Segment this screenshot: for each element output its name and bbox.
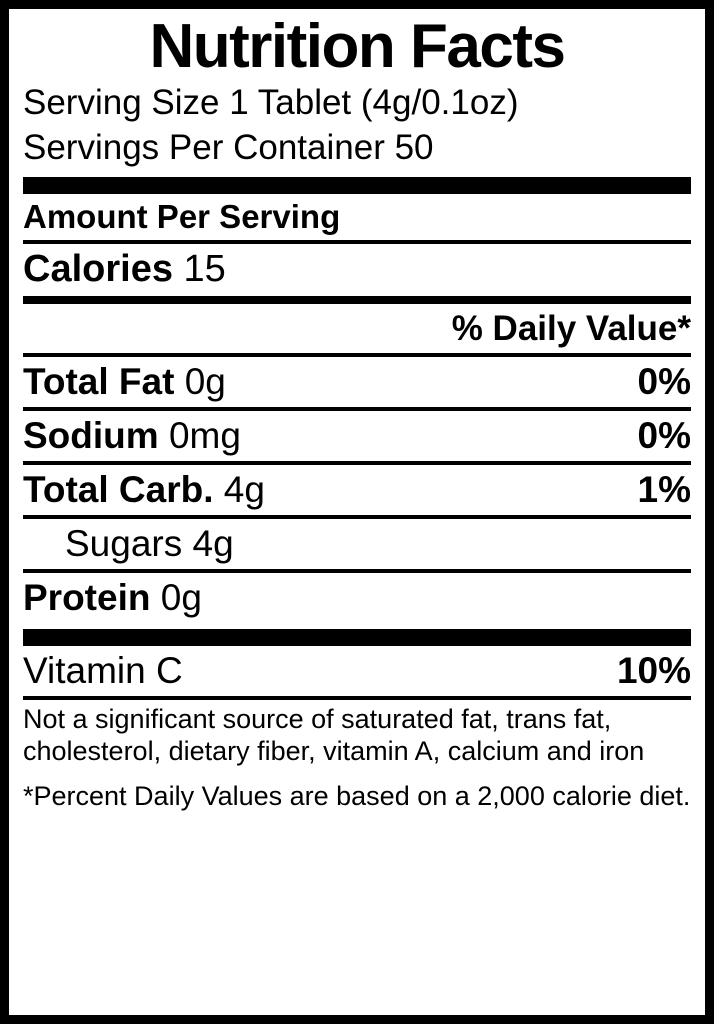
nutrient-name-amount — [23, 577, 202, 619]
nutrient-daily-value: 0% — [637, 361, 691, 403]
nutrient-daily-value: 0% — [637, 415, 691, 457]
servings-per-container-text: Servings Per Container 50 — [23, 128, 434, 168]
vitamin-daily-value: 10% — [616, 650, 691, 692]
nutrient-name: Sodium — [23, 415, 159, 457]
nutrient-name-amount — [23, 469, 265, 511]
daily-value-header: % Daily Value* — [451, 309, 691, 349]
nutrient-amount: 0g — [160, 577, 202, 619]
calories-row — [23, 244, 691, 296]
divider-med-1 — [23, 296, 691, 304]
nutrient-name: Sugars — [65, 523, 183, 565]
nutrient-row-total-fat — [23, 357, 691, 407]
divider-thick-top — [23, 177, 691, 194]
footnote-line-1: Not a significant source of saturated fat, trans fat, — [23, 704, 612, 735]
nutrient-row-sodium — [23, 411, 691, 461]
footnote-block — [23, 700, 691, 812]
footnote-daily-value-note: *Percent Daily Values are based on a 2,000 calorie diet. — [23, 780, 691, 811]
calories-value: 15 — [183, 248, 226, 291]
page-title: Nutrition Facts — [149, 12, 565, 81]
nutrient-name: Total Fat — [23, 361, 175, 403]
footnote-line-2: cholesterol, dietary fiber, vitamin A, calcium and iron — [23, 736, 645, 767]
vitamin-name: Vitamin C — [23, 650, 183, 692]
nutrient-amount: 4g — [223, 469, 265, 511]
nutrient-amount: 0g — [184, 361, 226, 403]
nutrient-row-sugars — [23, 519, 691, 569]
nutrient-name-amount — [23, 415, 241, 457]
nutrient-daily-value: 1% — [637, 469, 691, 511]
nutrient-amount: 0mg — [168, 415, 241, 457]
amount-per-serving-label: Amount Per Serving — [23, 198, 341, 236]
nutrient-row-total-carb — [23, 465, 691, 515]
vitamin-row-vitamin-c — [23, 646, 691, 696]
nutrient-amount: 4g — [192, 523, 234, 565]
serving-size-text: Serving Size 1 Tablet (4g/0.1oz) — [23, 83, 519, 123]
nutrient-name-amount — [65, 523, 234, 565]
divider-thick-bottom — [23, 629, 691, 646]
calories-label: Calories — [23, 248, 173, 291]
nutrient-name: Total Carb. — [23, 469, 214, 511]
nutrient-name-amount — [23, 361, 226, 403]
nutrient-name: Protein — [23, 577, 151, 619]
nutrient-row-protein — [23, 573, 691, 623]
